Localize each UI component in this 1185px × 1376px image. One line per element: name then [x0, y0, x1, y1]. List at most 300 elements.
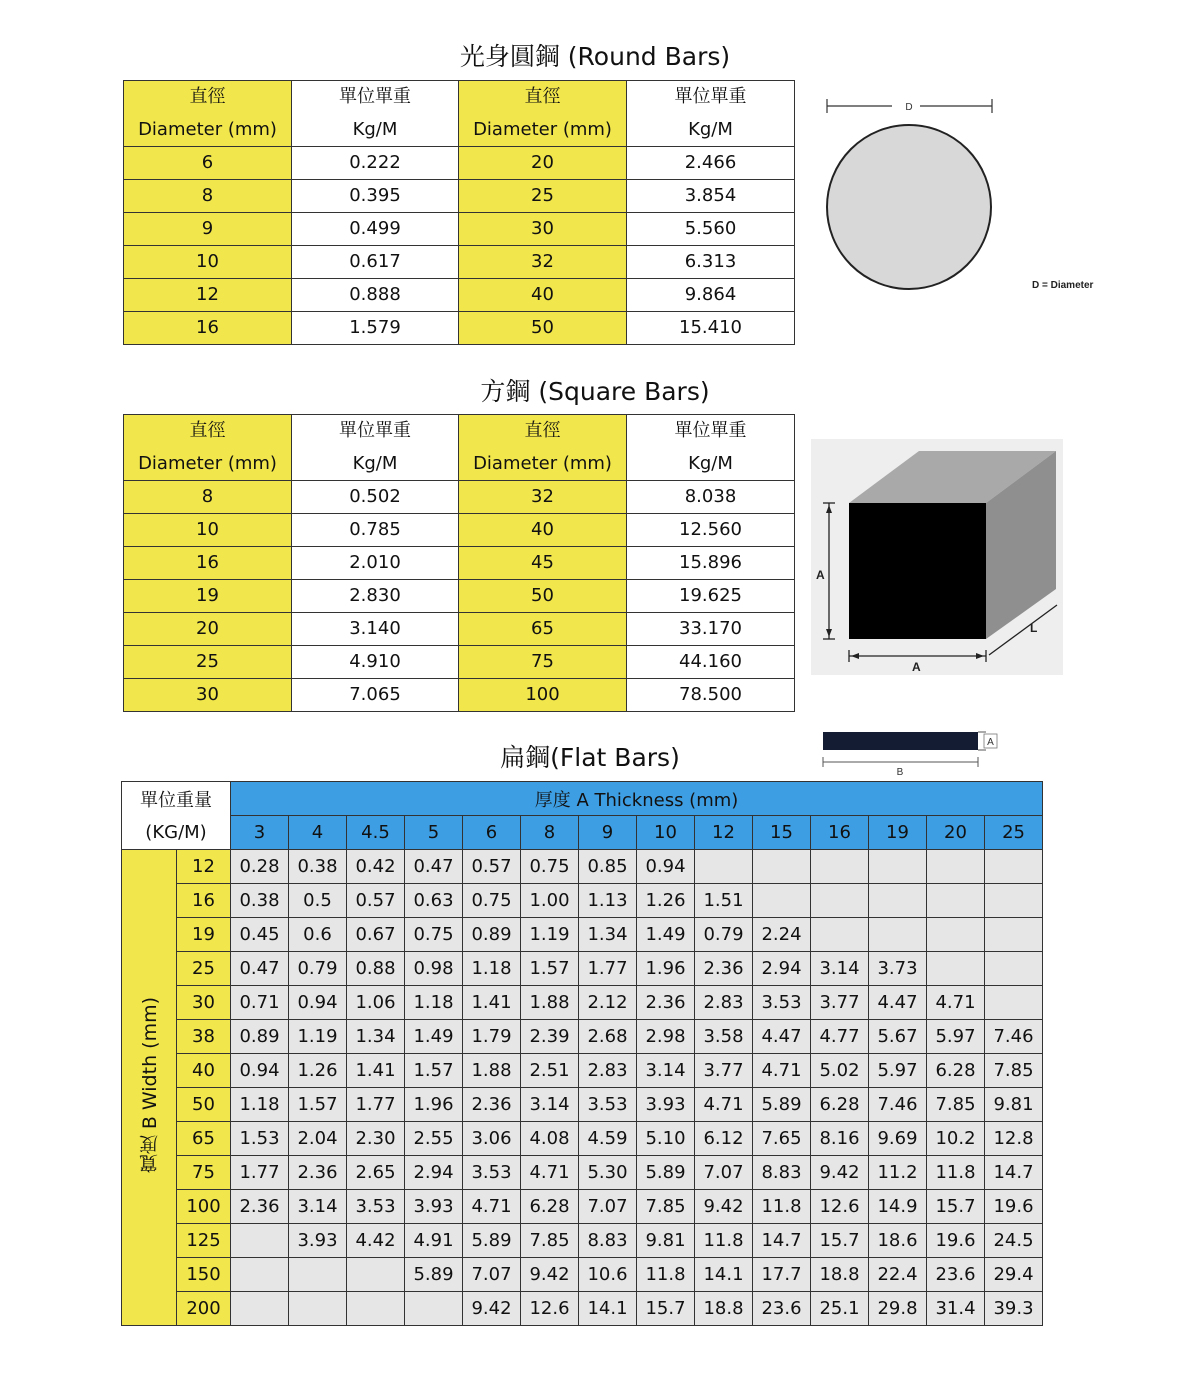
weight-cell: 0.63 — [405, 884, 463, 918]
weight-cell: 15.7 — [637, 1292, 695, 1326]
thickness-header-cell: 25 — [985, 816, 1043, 850]
weight-cell: 1.51 — [695, 884, 753, 918]
weight-cell: 2.39 — [521, 1020, 579, 1054]
square-diameter-cell: 16 — [124, 546, 292, 579]
weight-cell: 4.71 — [753, 1054, 811, 1088]
weight-cell: 3.58 — [695, 1020, 753, 1054]
square-head-cn-diameter-2: 直徑 — [459, 415, 627, 448]
weight-cell: 5.89 — [405, 1258, 463, 1292]
square-row — [124, 546, 795, 579]
weight-cell: 8.83 — [753, 1156, 811, 1190]
weight-cell: 3.14 — [637, 1054, 695, 1088]
weight-cell: 0.57 — [463, 850, 521, 884]
flat-row — [122, 1122, 1043, 1156]
weight-cell: 1.41 — [463, 986, 521, 1020]
flat-row — [122, 1190, 1043, 1224]
round-head-cn-diameter: 直徑 — [124, 81, 292, 114]
weight-cell: 6.28 — [521, 1190, 579, 1224]
square-diameter-cell: 8 — [124, 480, 292, 513]
weight-cell: 0.94 — [289, 986, 347, 1020]
square-head-cn-weight-2: 單位單重 — [627, 415, 795, 448]
square-diameter-cell: 30 — [124, 678, 292, 711]
weight-cell: 2.65 — [347, 1156, 405, 1190]
weight-cell: 18.8 — [695, 1292, 753, 1326]
weight-cell: 7.07 — [463, 1258, 521, 1292]
round-diameter-cell: 16 — [124, 311, 292, 344]
weight-cell: 3.06 — [463, 1122, 521, 1156]
flat-b-label: B — [896, 767, 904, 778]
square-diameter-cell: 32 — [459, 480, 627, 513]
round-legend: D = Diameter — [1032, 280, 1094, 291]
square-weight-cell: 7.065 — [292, 678, 459, 711]
square-bar-diagram — [811, 439, 1063, 675]
weight-cell: 9.81 — [985, 1088, 1043, 1122]
weight-cell: 7.85 — [985, 1054, 1043, 1088]
weight-cell — [869, 918, 927, 952]
weight-cell: 4.71 — [927, 986, 985, 1020]
weight-cell: 7.85 — [927, 1088, 985, 1122]
square-diameter-cell: 10 — [124, 513, 292, 546]
width-value-cell: 200 — [177, 1292, 231, 1326]
thickness-header-cell: 4 — [289, 816, 347, 850]
weight-cell: 0.98 — [405, 952, 463, 986]
flat-row — [122, 1020, 1043, 1054]
flat-corner-line2: (KG/M) — [122, 816, 231, 850]
round-weight-cell: 15.410 — [627, 311, 795, 344]
weight-cell: 3.14 — [289, 1190, 347, 1224]
square-weight-cell: 8.038 — [627, 480, 795, 513]
weight-cell: 6.28 — [811, 1088, 869, 1122]
weight-cell: 0.88 — [347, 952, 405, 986]
round-head-cn-weight: 單位單重 — [292, 81, 459, 114]
round-weight-cell: 6.313 — [627, 245, 795, 278]
weight-cell: 14.9 — [869, 1190, 927, 1224]
thickness-header-cell: 3 — [231, 816, 289, 850]
flat-row — [122, 1258, 1043, 1292]
weight-cell: 2.98 — [637, 1020, 695, 1054]
weight-cell: 10.6 — [579, 1258, 637, 1292]
square-weight-cell: 44.160 — [627, 645, 795, 678]
width-value-cell: 12 — [177, 850, 231, 884]
width-value-cell: 65 — [177, 1122, 231, 1156]
weight-cell: 0.75 — [521, 850, 579, 884]
flat-row — [122, 1224, 1043, 1258]
weight-cell: 0.47 — [231, 952, 289, 986]
weight-cell: 0.38 — [289, 850, 347, 884]
square-weight-cell: 33.170 — [627, 612, 795, 645]
weight-cell: 19.6 — [927, 1224, 985, 1258]
round-weight-cell: 0.499 — [292, 212, 459, 245]
round-weight-cell: 9.864 — [627, 278, 795, 311]
weight-cell: 14.7 — [753, 1224, 811, 1258]
weight-cell: 1.88 — [521, 986, 579, 1020]
square-weight-cell: 4.910 — [292, 645, 459, 678]
width-value-cell: 40 — [177, 1054, 231, 1088]
weight-cell: 4.71 — [463, 1190, 521, 1224]
width-axis-label — [122, 850, 177, 1326]
weight-cell: 9.42 — [695, 1190, 753, 1224]
weight-cell: 12.6 — [811, 1190, 869, 1224]
weight-cell: 3.53 — [347, 1190, 405, 1224]
flat-corner-line1: 單位重量 — [122, 782, 231, 816]
weight-cell: 1.88 — [463, 1054, 521, 1088]
weight-cell — [927, 952, 985, 986]
round-diameter-cell: 25 — [459, 179, 627, 212]
flat-bar-diagram — [818, 728, 1003, 778]
thickness-header-cell: 9 — [579, 816, 637, 850]
flat-a-label: A — [987, 737, 994, 748]
weight-cell: 0.6 — [289, 918, 347, 952]
weight-cell: 14.1 — [579, 1292, 637, 1326]
weight-cell: 8.16 — [811, 1122, 869, 1156]
round-weight-cell: 1.579 — [292, 311, 459, 344]
weight-cell: 0.47 — [405, 850, 463, 884]
flat-bars-table — [121, 781, 1043, 1326]
width-value-cell: 19 — [177, 918, 231, 952]
weight-cell: 11.8 — [695, 1224, 753, 1258]
weight-cell: 7.46 — [985, 1020, 1043, 1054]
weight-cell: 5.67 — [869, 1020, 927, 1054]
weight-cell: 0.94 — [637, 850, 695, 884]
weight-cell — [753, 850, 811, 884]
width-value-cell: 30 — [177, 986, 231, 1020]
thickness-header-cell: 19 — [869, 816, 927, 850]
weight-cell: 1.57 — [405, 1054, 463, 1088]
round-bar-circle — [827, 125, 991, 289]
square-bars-title: 方鋼 (Square Bars) — [480, 377, 710, 406]
weight-cell: 2.36 — [637, 986, 695, 1020]
round-weight-cell: 3.854 — [627, 179, 795, 212]
thickness-header-cell: 10 — [637, 816, 695, 850]
square-row — [124, 645, 795, 678]
weight-cell: 11.2 — [869, 1156, 927, 1190]
weight-cell: 7.65 — [753, 1122, 811, 1156]
round-diameter-cell: 10 — [124, 245, 292, 278]
round-head-en-weight-2: Kg/M — [627, 113, 795, 146]
round-head-en-weight: Kg/M — [292, 113, 459, 146]
weight-cell: 1.77 — [347, 1088, 405, 1122]
weight-cell — [231, 1292, 289, 1326]
weight-cell: 18.6 — [869, 1224, 927, 1258]
weight-cell: 10.2 — [927, 1122, 985, 1156]
weight-cell: 2.68 — [579, 1020, 637, 1054]
weight-cell — [985, 884, 1043, 918]
weight-cell: 2.04 — [289, 1122, 347, 1156]
weight-cell: 1.18 — [231, 1088, 289, 1122]
weight-cell: 7.46 — [869, 1088, 927, 1122]
weight-cell: 1.06 — [347, 986, 405, 1020]
weight-cell: 2.94 — [753, 952, 811, 986]
round-weight-cell: 0.888 — [292, 278, 459, 311]
round-head-en-diameter-2: Diameter (mm) — [459, 113, 627, 146]
weight-cell: 9.81 — [637, 1224, 695, 1258]
flat-thickness-row — [122, 816, 1043, 850]
thickness-header-cell: 16 — [811, 816, 869, 850]
weight-cell: 1.13 — [579, 884, 637, 918]
weight-cell — [347, 1258, 405, 1292]
weight-cell: 1.49 — [637, 918, 695, 952]
weight-cell: 6.28 — [927, 1054, 985, 1088]
square-weight-cell: 3.140 — [292, 612, 459, 645]
square-weight-cell: 2.010 — [292, 546, 459, 579]
round-row — [124, 311, 795, 344]
thickness-header-cell: 4.5 — [347, 816, 405, 850]
weight-cell: 1.18 — [405, 986, 463, 1020]
weight-cell: 1.26 — [637, 884, 695, 918]
weight-cell: 29.4 — [985, 1258, 1043, 1292]
square-head-cn-weight: 單位單重 — [292, 415, 459, 448]
round-bars-table — [123, 80, 795, 345]
weight-cell: 11.8 — [753, 1190, 811, 1224]
weight-cell: 0.71 — [231, 986, 289, 1020]
weight-cell — [927, 850, 985, 884]
weight-cell: 2.36 — [289, 1156, 347, 1190]
weight-cell: 1.41 — [347, 1054, 405, 1088]
round-diameter-cell: 32 — [459, 245, 627, 278]
flat-body — [122, 850, 1043, 1326]
weight-cell: 3.93 — [637, 1088, 695, 1122]
round-diameter-cell: 30 — [459, 212, 627, 245]
flat-row — [122, 1088, 1043, 1122]
weight-cell: 4.47 — [869, 986, 927, 1020]
weight-cell: 0.67 — [347, 918, 405, 952]
weight-cell: 5.89 — [637, 1156, 695, 1190]
round-row — [124, 278, 795, 311]
square-weight-cell: 0.785 — [292, 513, 459, 546]
round-diameter-cell: 20 — [459, 146, 627, 179]
flat-row — [122, 1054, 1043, 1088]
weight-cell: 3.14 — [811, 952, 869, 986]
width-value-cell: 150 — [177, 1258, 231, 1292]
weight-cell: 1.96 — [637, 952, 695, 986]
weight-cell: 17.7 — [753, 1258, 811, 1292]
weight-cell: 22.4 — [869, 1258, 927, 1292]
weight-cell: 8.83 — [579, 1224, 637, 1258]
weight-cell: 2.83 — [579, 1054, 637, 1088]
weight-cell: 9.42 — [811, 1156, 869, 1190]
weight-cell: 0.45 — [231, 918, 289, 952]
weight-cell: 4.71 — [695, 1088, 753, 1122]
round-head-en-diameter: Diameter (mm) — [124, 113, 292, 146]
weight-cell — [869, 850, 927, 884]
weight-cell: 25.1 — [811, 1292, 869, 1326]
weight-cell: 1.79 — [463, 1020, 521, 1054]
weight-cell — [231, 1224, 289, 1258]
square-diameter-cell: 19 — [124, 579, 292, 612]
square-diameter-cell: 100 — [459, 678, 627, 711]
weight-cell: 5.30 — [579, 1156, 637, 1190]
flat-row — [122, 952, 1043, 986]
weight-cell: 11.8 — [927, 1156, 985, 1190]
square-head-en-diameter-2: Diameter (mm) — [459, 447, 627, 480]
weight-cell: 0.94 — [231, 1054, 289, 1088]
weight-cell: 2.94 — [405, 1156, 463, 1190]
flat-bars-title: 扁鋼(Flat Bars) — [500, 743, 680, 772]
weight-cell: 4.47 — [753, 1020, 811, 1054]
square-l-label: L — [1030, 621, 1038, 635]
square-diameter-cell: 20 — [124, 612, 292, 645]
weight-cell — [753, 884, 811, 918]
weight-cell: 2.36 — [695, 952, 753, 986]
weight-cell: 3.53 — [753, 986, 811, 1020]
square-row — [124, 612, 795, 645]
round-d-label: D — [905, 102, 913, 113]
weight-cell: 3.53 — [463, 1156, 521, 1190]
square-diameter-cell: 45 — [459, 546, 627, 579]
weight-cell — [289, 1258, 347, 1292]
weight-cell — [927, 918, 985, 952]
square-head-cn-diameter: 直徑 — [124, 415, 292, 448]
round-row — [124, 245, 795, 278]
weight-cell: 31.4 — [927, 1292, 985, 1326]
round-bars-title: 光身圓鋼 (Round Bars) — [459, 42, 731, 71]
weight-cell: 2.30 — [347, 1122, 405, 1156]
weight-cell: 9.42 — [463, 1292, 521, 1326]
flat-row — [122, 884, 1043, 918]
weight-cell — [347, 1292, 405, 1326]
weight-cell: 1.77 — [579, 952, 637, 986]
weight-cell: 4.42 — [347, 1224, 405, 1258]
round-weight-cell: 2.466 — [627, 146, 795, 179]
weight-cell: 2.55 — [405, 1122, 463, 1156]
weight-cell: 12.6 — [521, 1292, 579, 1326]
weight-cell: 0.89 — [463, 918, 521, 952]
thickness-header-cell: 5 — [405, 816, 463, 850]
weight-cell: 5.89 — [463, 1224, 521, 1258]
square-row — [124, 480, 795, 513]
square-diameter-cell: 65 — [459, 612, 627, 645]
flat-bar-shape — [823, 732, 978, 750]
square-diameter-cell: 75 — [459, 645, 627, 678]
weight-cell — [985, 986, 1043, 1020]
weight-cell: 3.93 — [405, 1190, 463, 1224]
weight-cell: 0.42 — [347, 850, 405, 884]
weight-cell — [985, 850, 1043, 884]
weight-cell: 29.8 — [869, 1292, 927, 1326]
weight-cell: 7.85 — [637, 1190, 695, 1224]
weight-cell: 3.77 — [811, 986, 869, 1020]
weight-cell: 5.89 — [753, 1088, 811, 1122]
weight-cell: 3.53 — [579, 1088, 637, 1122]
width-value-cell: 75 — [177, 1156, 231, 1190]
weight-cell — [811, 884, 869, 918]
square-row — [124, 579, 795, 612]
weight-cell: 4.71 — [521, 1156, 579, 1190]
weight-cell: 9.42 — [521, 1258, 579, 1292]
weight-cell: 1.57 — [289, 1088, 347, 1122]
round-weight-cell: 0.617 — [292, 245, 459, 278]
weight-cell — [811, 918, 869, 952]
weight-cell: 7.07 — [695, 1156, 753, 1190]
weight-cell: 0.89 — [231, 1020, 289, 1054]
weight-cell: 0.38 — [231, 884, 289, 918]
weight-cell: 1.96 — [405, 1088, 463, 1122]
weight-cell: 3.77 — [695, 1054, 753, 1088]
weight-cell: 4.77 — [811, 1020, 869, 1054]
weight-cell: 2.83 — [695, 986, 753, 1020]
weight-cell: 24.5 — [985, 1224, 1043, 1258]
width-value-cell: 25 — [177, 952, 231, 986]
weight-cell — [985, 918, 1043, 952]
weight-cell: 5.97 — [869, 1054, 927, 1088]
width-value-cell: 100 — [177, 1190, 231, 1224]
flat-row — [122, 918, 1043, 952]
thickness-header-cell: 20 — [927, 816, 985, 850]
width-value-cell: 16 — [177, 884, 231, 918]
square-weight-cell: 0.502 — [292, 480, 459, 513]
width-value-cell: 50 — [177, 1088, 231, 1122]
width-value-cell: 38 — [177, 1020, 231, 1054]
weight-cell: 1.77 — [231, 1156, 289, 1190]
round-diameter-cell: 12 — [124, 278, 292, 311]
thickness-header-cell: 12 — [695, 816, 753, 850]
weight-cell: 4.91 — [405, 1224, 463, 1258]
square-a-bottom-label: A — [912, 660, 921, 674]
square-bars-table — [123, 414, 795, 712]
weight-cell: 4.59 — [579, 1122, 637, 1156]
weight-cell: 1.19 — [521, 918, 579, 952]
weight-cell: 15.7 — [927, 1190, 985, 1224]
weight-cell — [289, 1292, 347, 1326]
round-row — [124, 146, 795, 179]
weight-cell: 39.3 — [985, 1292, 1043, 1326]
flat-row — [122, 850, 1043, 884]
weight-cell: 4.08 — [521, 1122, 579, 1156]
weight-cell: 3.93 — [289, 1224, 347, 1258]
round-diameter-cell: 6 — [124, 146, 292, 179]
flat-thickness-header: 厚度 A Thickness (mm) — [231, 782, 1043, 816]
weight-cell: 18.8 — [811, 1258, 869, 1292]
width-axis-text: 寬度 B Width (mm) — [138, 996, 161, 1174]
weight-cell — [231, 1258, 289, 1292]
weight-cell: 1.49 — [405, 1020, 463, 1054]
round-row — [124, 212, 795, 245]
weight-cell: 3.14 — [521, 1088, 579, 1122]
weight-cell: 7.07 — [579, 1190, 637, 1224]
weight-cell — [695, 850, 753, 884]
thickness-header-cell: 6 — [463, 816, 521, 850]
weight-cell: 14.1 — [695, 1258, 753, 1292]
weight-cell: 6.12 — [695, 1122, 753, 1156]
weight-cell: 2.51 — [521, 1054, 579, 1088]
weight-cell: 2.24 — [753, 918, 811, 952]
weight-cell: 0.57 — [347, 884, 405, 918]
flat-row — [122, 1156, 1043, 1190]
weight-cell: 0.75 — [463, 884, 521, 918]
square-diameter-cell: 25 — [124, 645, 292, 678]
width-value-cell: 125 — [177, 1224, 231, 1258]
weight-cell: 2.36 — [463, 1088, 521, 1122]
square-a-side-label: A — [816, 568, 825, 582]
flat-row — [122, 1292, 1043, 1326]
round-head-cn-diameter-2: 直徑 — [459, 81, 627, 114]
square-head-en-weight: Kg/M — [292, 447, 459, 480]
weight-cell: 0.75 — [405, 918, 463, 952]
weight-cell — [405, 1292, 463, 1326]
square-head-en-weight-2: Kg/M — [627, 447, 795, 480]
square-row — [124, 513, 795, 546]
weight-cell: 0.85 — [579, 850, 637, 884]
round-weight-cell: 0.395 — [292, 179, 459, 212]
round-weight-cell: 0.222 — [292, 146, 459, 179]
weight-cell: 1.34 — [347, 1020, 405, 1054]
round-diameter-cell: 50 — [459, 311, 627, 344]
weight-cell: 1.18 — [463, 952, 521, 986]
weight-cell — [811, 850, 869, 884]
square-weight-cell: 78.500 — [627, 678, 795, 711]
flat-row — [122, 986, 1043, 1020]
weight-cell: 14.7 — [985, 1156, 1043, 1190]
